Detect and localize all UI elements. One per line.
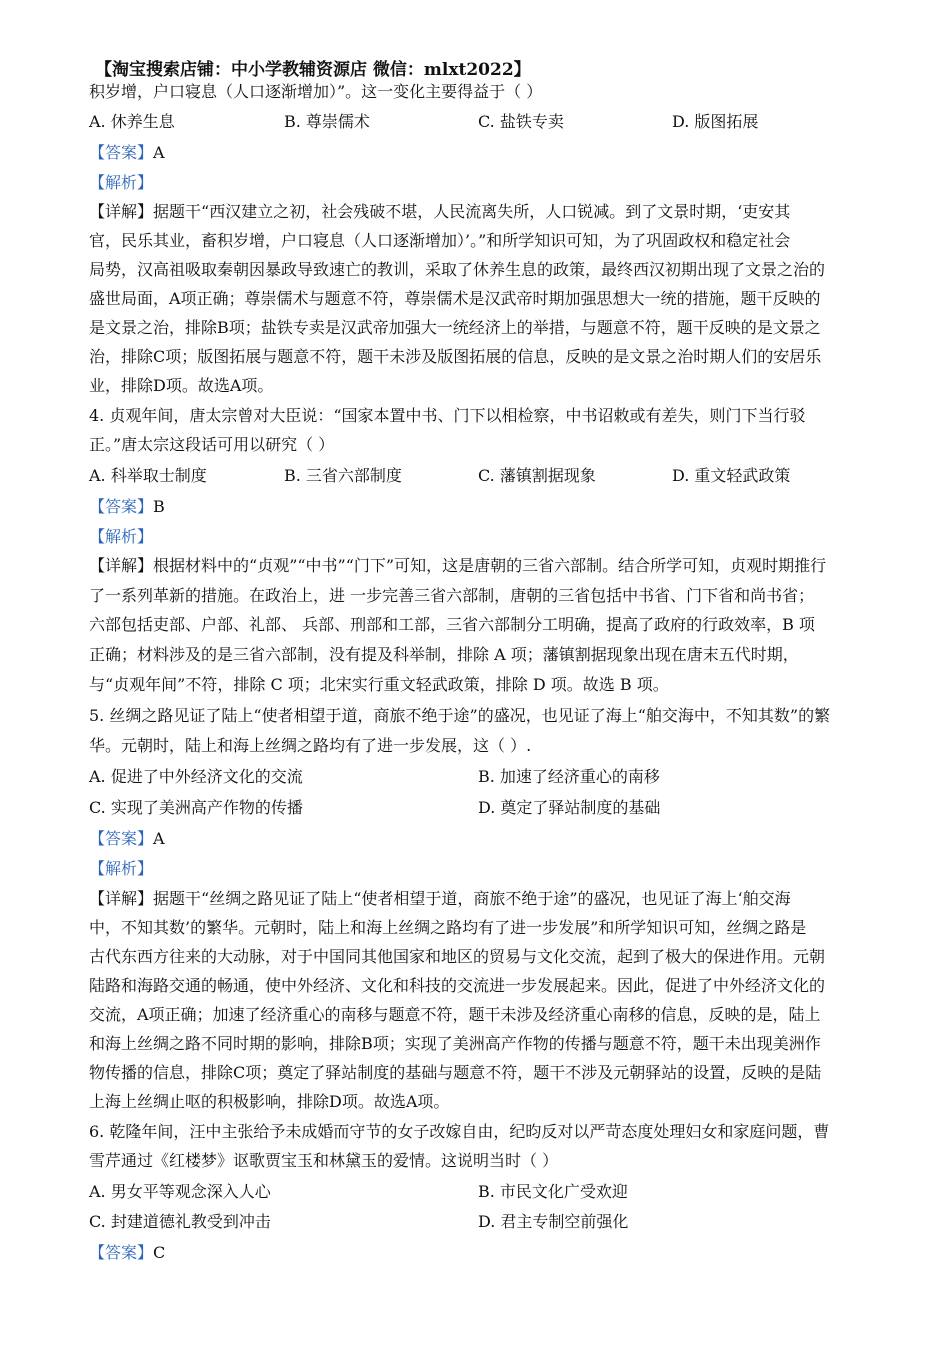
q5-detail-line: 交流，A项正确；加速了经济重心的南移与题意不符，题干未涉及经济重心南移的信息，反映的是，陆上 bbox=[89, 1005, 821, 1024]
detail-label: 【详解】 bbox=[89, 202, 154, 221]
q5-detail-line: 物传播的信息，排除C项；奠定了驿站制度的基础与题意不符，题干不涉及元朝驿站的设置，反映的是陆 bbox=[89, 1063, 822, 1082]
detail-text: 据题干“西汉建立之初，社会残破不堪，人民流离失所，人口锐减。到了文景时期，‘吏安其 bbox=[153, 202, 791, 221]
q3-detail-line: 业，排除D项。故选A项。 bbox=[89, 376, 274, 395]
q4-detail-line: 与“贞观年间”不符，排除 C 项；北宋实行重文轻武政策，排除 D 项。故选 B 项。 bbox=[89, 675, 669, 694]
q3-analysis-label: 【解析】 bbox=[89, 173, 154, 192]
answer-label: 【答案】 bbox=[89, 829, 154, 848]
q4-detail-line bbox=[89, 556, 864, 576]
q4-option-b: B. 三省六部制度 bbox=[284, 466, 402, 485]
q5-detail-line: 和海上丝绸之路不同时期的影响，排除B项；实现了美洲高产作物的传播与题意不符，题干未出现美洲作 bbox=[89, 1034, 821, 1053]
q3-detail-line: 官，民乐其业，畜积岁增，户口寝息（人口逐渐增加）’。”和所学知识可知，为了巩固政权和稳定社会 bbox=[89, 231, 791, 250]
q5-option-c: C. 实现了美洲高产作物的传播 bbox=[89, 798, 303, 817]
q4-stem-line: 4. 贞观年间，唐太宗曾对大臣说：“国家本置中书、门下以相检察，中书诏敕或有差失，则门下当行驳 bbox=[89, 406, 806, 425]
answer-value: A bbox=[153, 829, 165, 848]
answer-value: A bbox=[153, 143, 165, 162]
detail-text: 据题干“丝绸之路见证了陆上“使者相望于道，商旅不绝于途”的盛况，也见证了海上‘舶交海 bbox=[153, 889, 791, 908]
answer-label: 【答案】 bbox=[89, 497, 154, 516]
q5-stem-line: 华。元朝时，陆上和海上丝绸之路均有了进一步发展，这（ ）. bbox=[89, 736, 532, 755]
q4-option-d: D. 重文轻武政策 bbox=[672, 466, 791, 485]
detail-label: 【详解】 bbox=[89, 556, 154, 575]
q5-detail-line: 古代东西方往来的大动脉，对于中国同其他国家和地区的贸易与文化交流，起到了极大的保进作用。元朝 bbox=[89, 947, 826, 966]
detail-text: 根据材料中的“贞观”“中书”“门下”可知，这是唐朝的三省六部制。结合所学可知，贞观时期推行 bbox=[153, 556, 827, 575]
q4-answer bbox=[89, 497, 864, 517]
q4-option-a: A. 科举取士制度 bbox=[89, 466, 207, 485]
q4-analysis-label: 【解析】 bbox=[89, 527, 154, 546]
q5-stem-line: 5. 丝绸之路见证了陆上“使者相望于道，商旅不绝于途”的盛况，也见证了海上“舶交海中，不知其数”的繁 bbox=[89, 706, 831, 725]
q3-detail-line: 盛世局面，A项正确；尊崇儒术与题意不符，尊崇儒术是汉武帝时期加强思想大一统的措施，题干反映的 bbox=[89, 289, 821, 308]
q3-option-d: D. 版图拓展 bbox=[672, 112, 759, 131]
answer-value: B bbox=[153, 497, 165, 516]
answer-value: C bbox=[153, 1243, 166, 1262]
q5-answer bbox=[89, 829, 864, 849]
q5-option-b: B. 加速了经济重心的南移 bbox=[478, 767, 660, 786]
q3-stem-tail: 积岁增，户口寝息（人口逐渐增加）”。这一变化主要得益于（ ） bbox=[89, 82, 543, 101]
q6-stem-line: 6. 乾隆年间，汪中主张给予未成婚而守节的女子改嫁自由，纪昀反对以严苛态度处理妇女和家庭问题，曹 bbox=[89, 1122, 830, 1141]
q3-detail-line: 是文景之治，排除B项；盐铁专卖是汉武帝加强大一统经济上的举措，与题意不符，题干反映的是文景之 bbox=[89, 318, 821, 337]
detail-label: 【详解】 bbox=[89, 889, 154, 908]
answer-label: 【答案】 bbox=[89, 1243, 154, 1262]
q5-option-a: A. 促进了中外经济文化的交流 bbox=[89, 767, 303, 786]
q5-detail-line: 陆路和海路交通的畅通，使中外经济、文化和科技的交流进一步发展起来。因此，促进了中外经济文化的 bbox=[89, 976, 826, 995]
shop-header: 【淘宝搜索店铺：中小学教辅资源店 微信：mlxt2022】 bbox=[95, 60, 531, 80]
q3-detail-line bbox=[89, 202, 864, 222]
q6-option-a: A. 男女平等观念深入人心 bbox=[89, 1182, 271, 1201]
q6-stem-line: 雪芹通过《红楼梦》讴歌贾宝玉和林黛玉的爱情。这说明当时（ ） bbox=[89, 1151, 559, 1170]
q6-option-b: B. 市民文化广受欢迎 bbox=[478, 1182, 628, 1201]
q3-option-a: A. 休养生息 bbox=[89, 112, 175, 131]
q6-option-d: D. 君主专制空前强化 bbox=[478, 1212, 629, 1231]
q5-option-d: D. 奠定了驿站制度的基础 bbox=[478, 798, 661, 817]
q5-detail-line bbox=[89, 889, 864, 909]
q4-detail-line: 六部包括吏部、户部、礼部、 兵部、刑部和工部，三省六部制分工明确，提高了政府的行政效率，B 项 bbox=[89, 615, 815, 634]
q3-detail-line: 治，排除C项；版图拓展与题意不符，题干未涉及版图拓展的信息，反映的是文景之治时期人们的安居乐 bbox=[89, 347, 822, 366]
q3-option-c: C. 盐铁专卖 bbox=[478, 112, 564, 131]
q4-detail-line: 正确；材料涉及的是三省六部制，没有提及科举制，排除 A 项；藩镇割据现象出现在唐末五代时期， bbox=[89, 645, 799, 664]
q6-option-c: C. 封建道德礼教受到冲击 bbox=[89, 1212, 271, 1231]
q5-detail-line: 中，不知其数’的繁华。元朝时，陆上和海上丝绸之路均有了进一步发展”和所学知识可知，丝绸之路是 bbox=[89, 918, 807, 937]
q3-answer bbox=[89, 143, 864, 163]
q3-option-b: B. 尊崇儒术 bbox=[284, 112, 370, 131]
q4-detail-line: 了一系列革新的措施。在政治上，进 一步完善三省六部制，唐朝的三省包括中书省、门下省和尚书省； bbox=[89, 586, 815, 605]
q5-analysis-label: 【解析】 bbox=[89, 859, 154, 878]
q3-detail-line: 局势，汉高祖吸取秦朝因暴政导致速亡的教训，采取了休养生息的政策，最终西汉初期出现了文景之治的 bbox=[89, 260, 826, 279]
q4-option-c: C. 藩镇割据现象 bbox=[478, 466, 596, 485]
answer-label: 【答案】 bbox=[89, 143, 154, 162]
q5-detail-line: 上海上丝绸止呕的积极影响，排除D项。故选A项。 bbox=[89, 1092, 450, 1111]
q4-stem-line: 正。”唐太宗这段话可用以研究（ ） bbox=[89, 435, 335, 454]
q6-answer bbox=[89, 1243, 864, 1263]
